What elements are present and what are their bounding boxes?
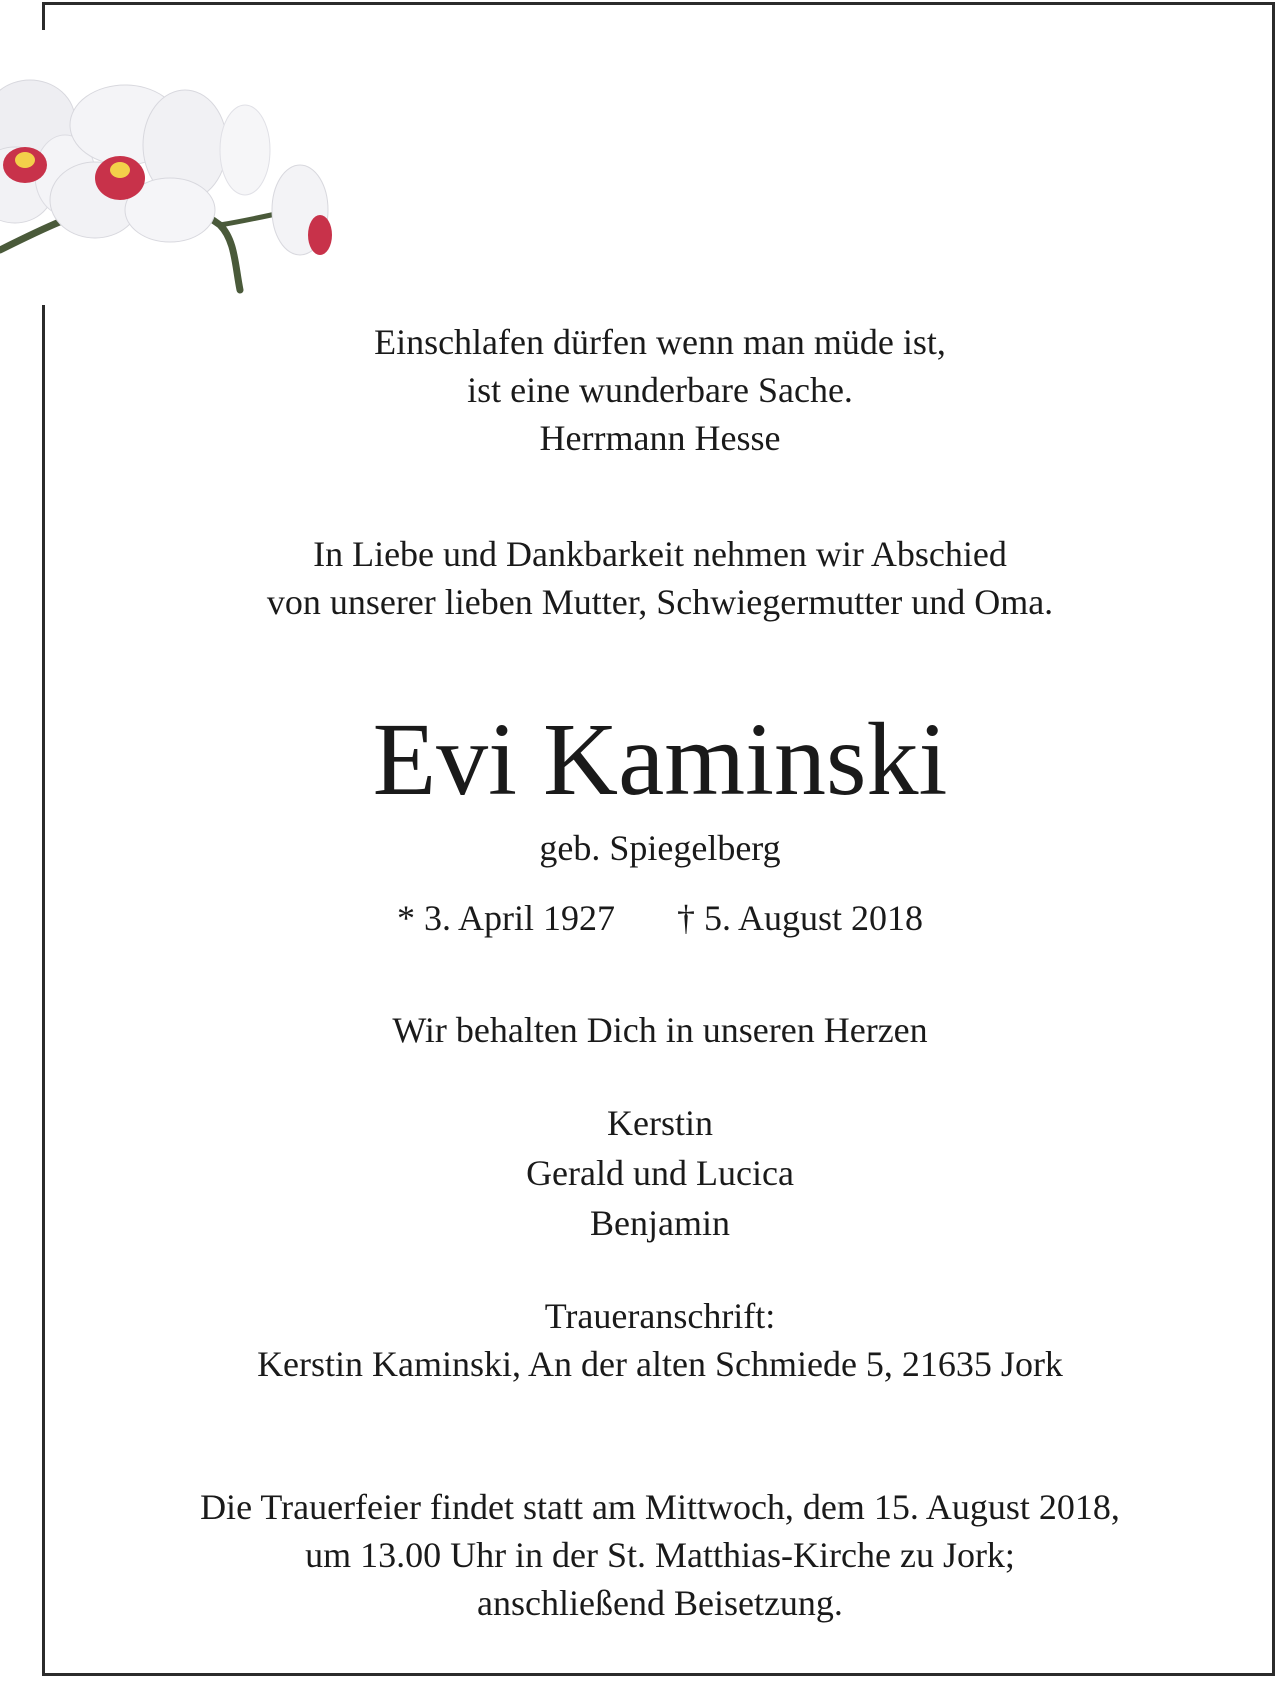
family-member: Kerstin — [607, 1103, 713, 1143]
family-member: Benjamin — [590, 1203, 730, 1243]
quote-block — [45, 318, 1275, 462]
remembrance-block — [45, 1006, 1275, 1054]
remembrance-text: Wir behalten Dich in unseren Herzen — [392, 1010, 928, 1050]
deceased-name: Evi Kaminski — [372, 702, 948, 817]
life-dates — [45, 894, 1275, 942]
address-label: Traueranschrift: — [544, 1296, 776, 1336]
birth-date: * 3. April 1927 — [396, 898, 615, 938]
quote-line-1: Einschlafen dürfen wenn man müde ist, — [374, 322, 946, 362]
maiden-name: geb. Spiegelberg — [539, 828, 781, 868]
address-line: Kerstin Kaminski, An der alten Schmiede 5, 21635 Jork — [257, 1344, 1063, 1384]
funeral-service-block — [45, 1483, 1275, 1627]
family-member: Gerald und Lucica — [526, 1153, 794, 1193]
orchid-flower-icon — [0, 50, 360, 310]
quote-author: Herrmann Hesse — [539, 418, 781, 458]
farewell-line-2: von unserer lieben Mutter, Schwiegermutter und Oma. — [266, 582, 1054, 622]
farewell-block — [45, 530, 1275, 626]
service-line-3: anschließend Beisetzung. — [477, 1583, 843, 1623]
quote-line-2: ist eine wunderbare Sache. — [467, 370, 853, 410]
family-list — [45, 1098, 1275, 1248]
service-line-2: um 13.00 Uhr in der St. Matthias-Kirche zu Jork; — [305, 1535, 1015, 1575]
mourning-address-block — [45, 1292, 1275, 1388]
service-line-1: Die Trauerfeier findet statt am Mittwoch, dem 15. August 2018, — [200, 1487, 1120, 1527]
death-date: † 5. August 2018 — [676, 898, 924, 938]
farewell-line-1: In Liebe und Dankbarkeit nehmen wir Abschied — [313, 534, 1007, 574]
maiden-name-block — [45, 824, 1275, 872]
